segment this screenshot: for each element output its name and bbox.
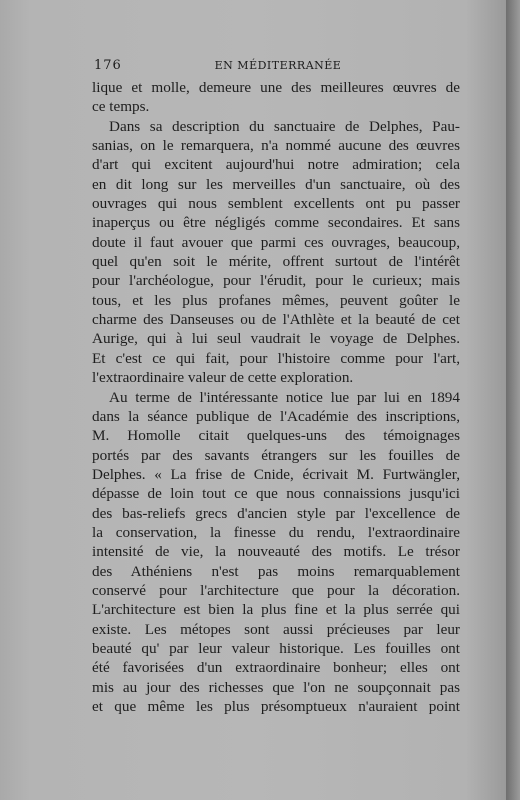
text-line: la conservation, la finesse du rendu, l'extraordinaire: [92, 523, 460, 541]
text-line: l'extraordinaire valeur de cette exploration.: [92, 369, 354, 387]
text-line: inaperçus ou être négligés comme secondaires. Et sans: [92, 214, 460, 232]
text-line: dépasse de loin tout ce que nous connaissions jusqu'ici: [92, 485, 460, 503]
body-text: [92, 78, 460, 716]
text-line: tous, et les plus profanes mêmes, peuvent goûter le: [92, 291, 460, 309]
text-line: mis au jour des richesses que l'on ne soupçonnait pas: [92, 678, 460, 696]
text-line: beauté qu' par leur valeur historique. Les fouilles ont: [92, 639, 460, 657]
text-line: existe. Les métopes sont aussi précieuses par leur: [92, 620, 460, 638]
text-line: dans la séance publique de l'Académie des inscriptions,: [92, 407, 460, 425]
text-line: sanias, on le remarquera, n'a nommé aucune des œuvres: [92, 137, 460, 155]
text-line: ce temps.: [92, 98, 150, 116]
text-line: charme des Danseuses ou de l'Athlète et la beauté de cet: [92, 311, 460, 329]
text-line: doute il faut avouer que parmi ces ouvrages, beaucoup,: [92, 233, 460, 251]
text-line: été favorisées d'un extraordinaire bonheur; elles ont: [92, 659, 460, 677]
text-line: ouvrages qui nous semblent excellents ont pu passer: [92, 195, 460, 213]
text-line: des bas-reliefs grecs d'ancien style par l'excellence de: [92, 504, 460, 522]
text-line: Et c'est ce qui fait, pour l'histoire comme pour l'art,: [92, 349, 460, 367]
text-line: Dans sa description du sanctuaire de Delphes, Pau-: [109, 117, 460, 135]
text-line: Delphes. « La frise de Cnide, écrivait M. Furtwängler,: [92, 465, 460, 483]
text-line: conservé pour l'architecture que pour la décoration.: [92, 581, 460, 599]
text-line: d'art qui excitent aujourd'hui notre admiration; cela: [92, 156, 460, 174]
book-gutter: [506, 0, 520, 800]
text-line: pour l'archéologue, pour l'érudit, pour le curieux; mais: [92, 272, 460, 290]
text-line: Aurige, qui à lui seul vaudrait le voyage de Delphes.: [92, 330, 460, 348]
text-line: quel qu'en soit le mérite, offrent surtout de l'intérêt: [92, 253, 460, 271]
text-line: et que même les plus présomptueux n'auraient point: [92, 698, 460, 715]
text-line: intensité de vie, la nouveauté des motifs. Le trésor: [92, 543, 460, 561]
text-line: Au terme de l'intéressante notice lue par lui en 1894: [109, 388, 460, 406]
text-line: des Athéniens n'est pas moins remarquablement: [92, 562, 460, 580]
page-number: 176: [94, 58, 122, 73]
text-line: lique et molle, demeure une des meilleures œuvres de: [92, 79, 460, 96]
text-line: M. Homolle citait quelques-uns des témoignages: [92, 427, 460, 445]
text-line: portés par des savants étrangers sur les fouilles de: [92, 446, 460, 464]
text-line: en dit long sur les merveilles d'un sanctuaire, où des: [92, 175, 460, 193]
text-line: L'architecture est bien la plus fine et la plus serrée qui: [92, 601, 460, 619]
running-title: EN MÉDITERRANÉE: [214, 59, 342, 72]
page-header: [94, 58, 462, 76]
